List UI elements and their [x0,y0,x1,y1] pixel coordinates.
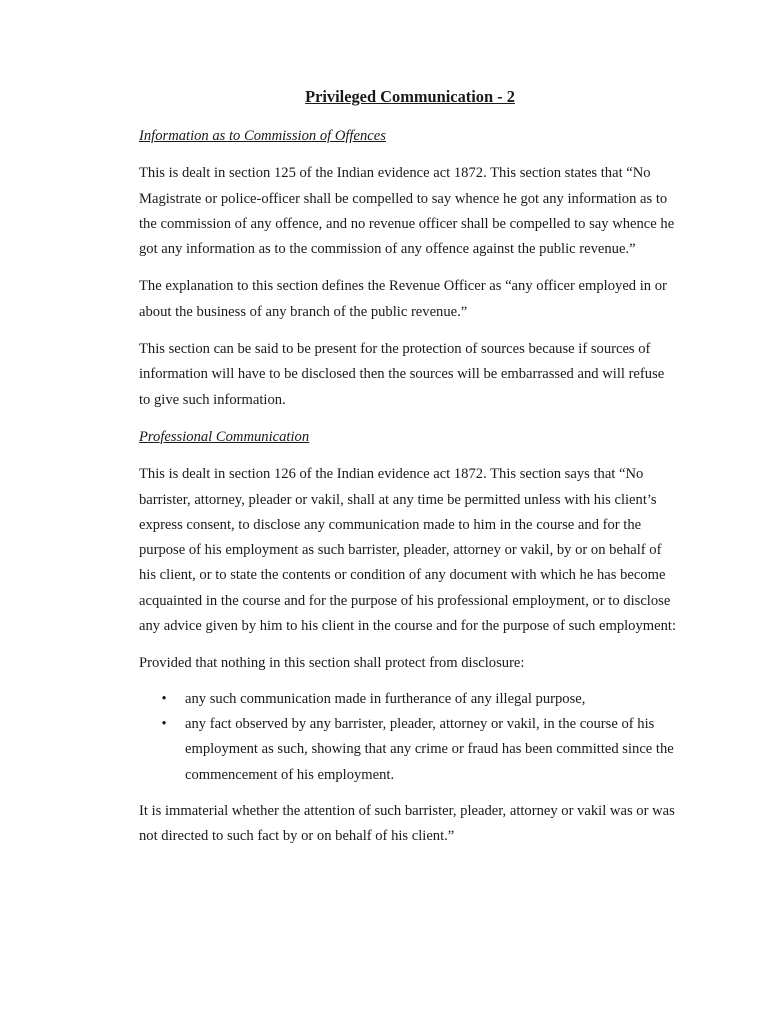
list-item [139,712,679,788]
document-page [139,86,679,861]
bullet-icon: • [161,715,167,732]
section-heading-professional: Professional Communication [139,428,310,445]
list-item-text: any fact observed by any barrister, pleader, attorney or vakil, in the course of his employment as such, showing that any crime or fraud has been committed since the commencement of his employment. [185,715,674,783]
list-item-text: any such communication made in furtherance of any illegal purpose, [185,690,586,707]
paragraph-proviso: Provided that nothing in this section shall protect from disclosure: [139,655,525,672]
list-item [139,687,679,712]
exceptions-list [139,687,679,788]
paragraph-section-125: This is dealt in section 125 of the Indian evidence act 1872. This section states that “No Magistrate or police-officer shall be compelled to say whence he got any information as to the commission of any offence, and no revenue officer shall be compelled to say whence he got any information as to the commission of any offence against the public revenue.” [139,165,675,258]
document-title: Privileged Communication - 2 [305,87,515,106]
paragraph-revenue-officer: The explanation to this section defines the Revenue Officer as “any officer employed in or about the business of any branch of the public revenue.” [139,278,667,320]
paragraph-protection-of-sources: This section can be said to be present for the protection of sources because if sources of information will have to be disclosed then the sources will be embarrassed and will refuse to give such information. [139,341,665,408]
paragraph-section-126: This is dealt in section 126 of the Indian evidence act 1872. This section says that “No barrister, attorney, pleader or vakil, shall at any time be permitted unless with his client’s express consent, to disclose any communication made to him in the course and for the purpose of his employment as such barrister, pleader, attorney or vakil, by or on behalf of his client, or to state the contents or condition of any document with which he has become acquainted in the course and for the purpose of his professional employment, or to disclose any advice given by him to his client in the course and for the purpose of such employment: [139,466,676,635]
section-heading-offences: Information as to Commission of Offences [139,128,386,144]
paragraph-closing: It is immaterial whether the attention of such barrister, pleader, attorney or vakil was or was not directed to such fact by or on behalf of his client.” [139,802,675,845]
bullet-icon: • [161,690,167,707]
